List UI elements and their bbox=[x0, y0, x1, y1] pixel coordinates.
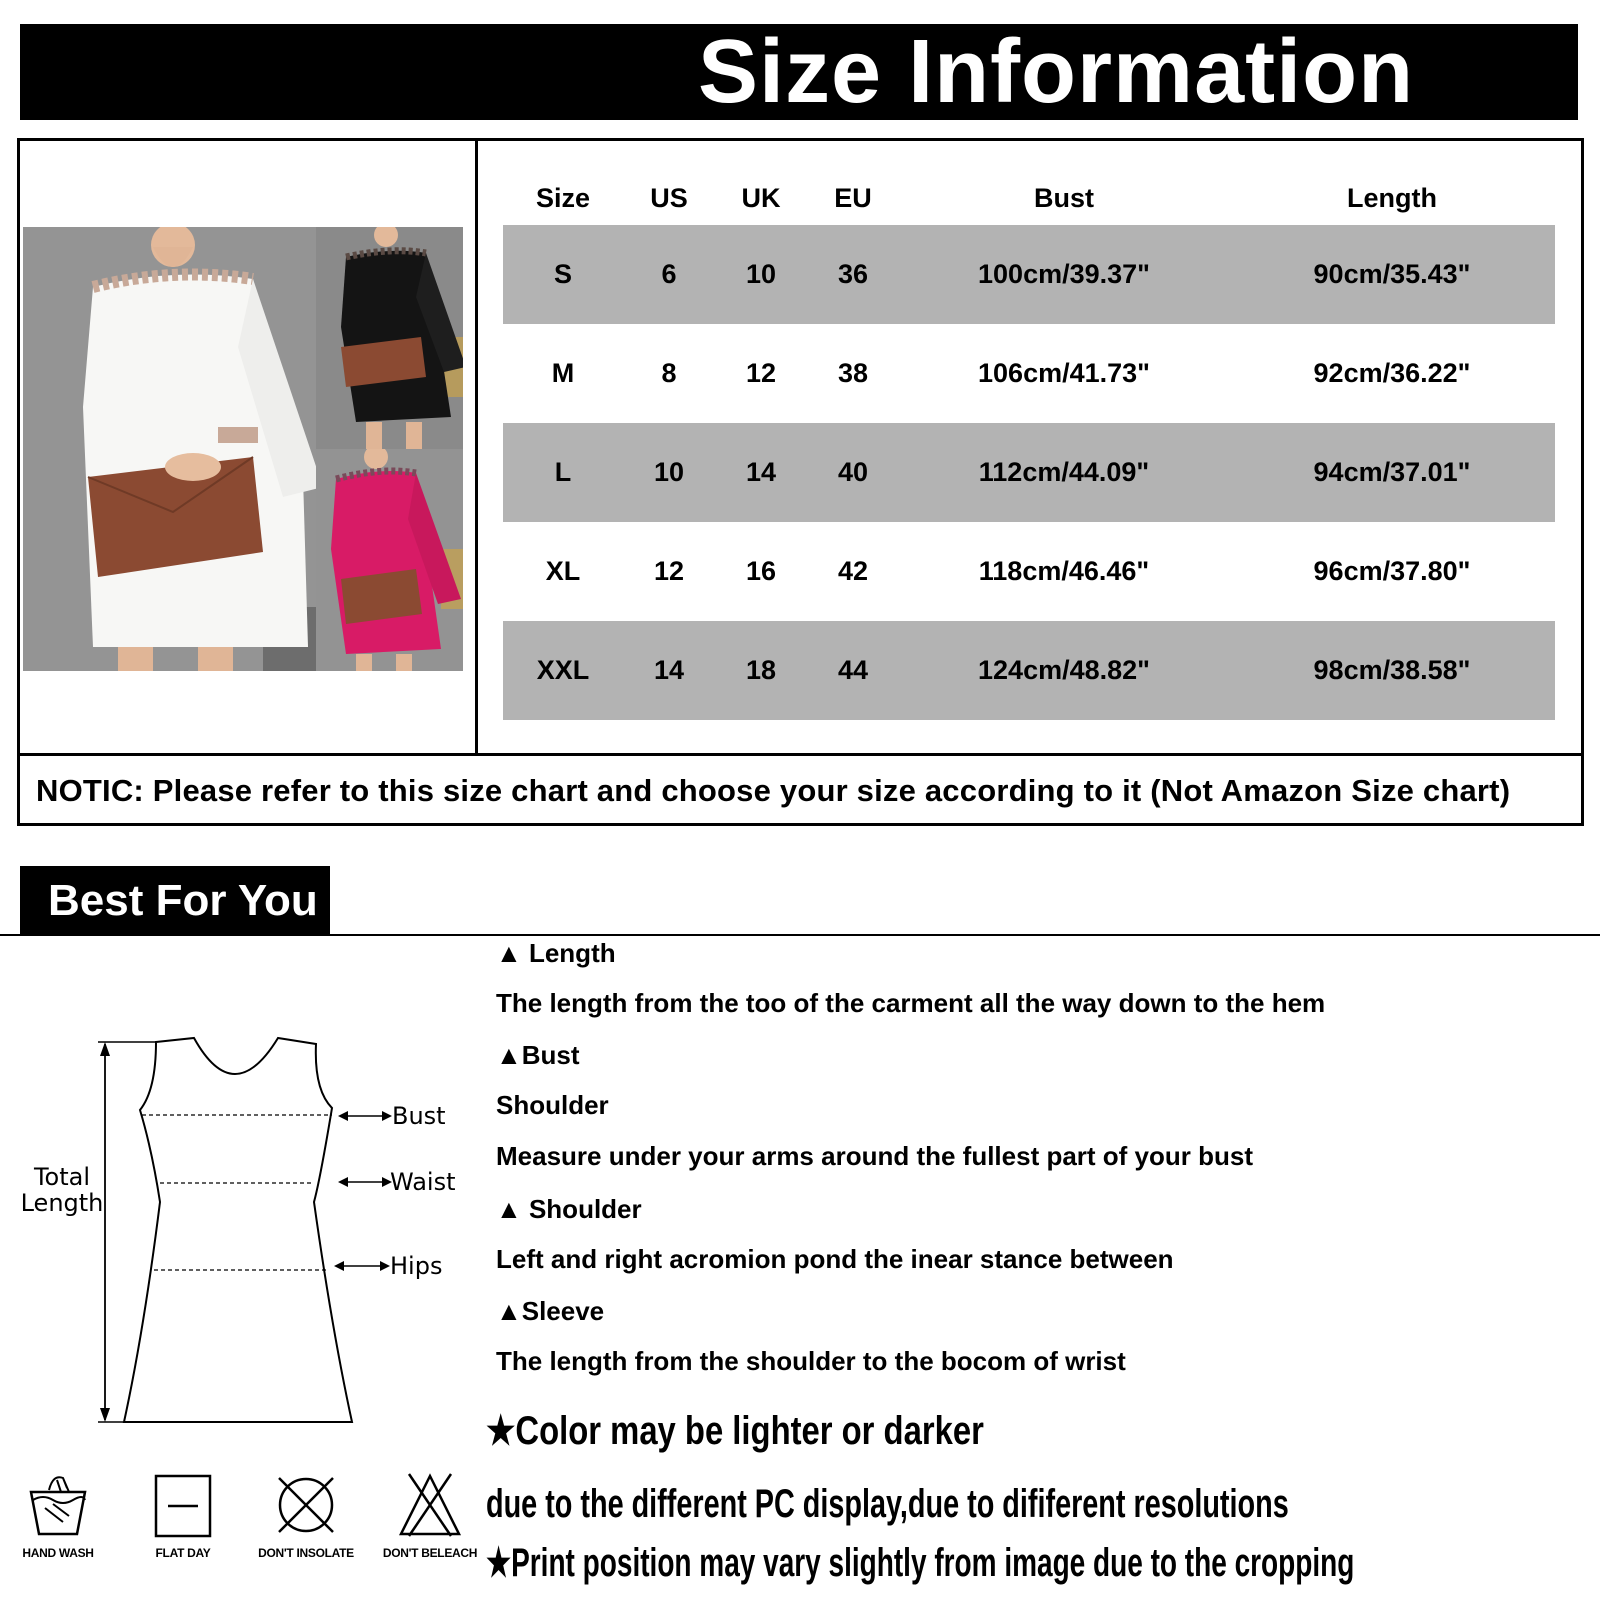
care-label: DON'T INSOLATE bbox=[258, 1546, 354, 1560]
cell-us: 6 bbox=[661, 259, 677, 289]
cell-bust: 112cm/44.09" bbox=[978, 457, 1150, 487]
cell-eu: 38 bbox=[837, 358, 869, 388]
care-dont-bleach bbox=[375, 1470, 485, 1560]
col-header-uk: UK bbox=[741, 182, 781, 213]
cell-us: 10 bbox=[653, 457, 685, 487]
total-length-label-line2: Length bbox=[20, 1189, 104, 1217]
cell-eu: 40 bbox=[837, 457, 869, 487]
col-header-length: Length bbox=[1347, 182, 1437, 213]
product-photo-black bbox=[316, 227, 463, 449]
vertical-divider bbox=[475, 141, 478, 753]
guide-heading-sleeve: ▲Sleeve bbox=[496, 1296, 605, 1326]
note-color: ★Color may be lighter or darker bbox=[486, 1409, 984, 1453]
guide-subheading-shoulder: Shoulder bbox=[496, 1090, 609, 1120]
table-row bbox=[503, 621, 1555, 720]
cell-length: 98cm/38.58" bbox=[1313, 655, 1471, 685]
best-for-you-heading: Best For You bbox=[20, 866, 330, 936]
care-hand-wash bbox=[3, 1470, 113, 1560]
product-photos bbox=[23, 227, 463, 671]
cell-eu: 36 bbox=[837, 259, 869, 289]
col-header-size: Size bbox=[535, 182, 591, 213]
table-header bbox=[503, 171, 1555, 225]
note-display: due to the different PC display,due to dififerent resolutions bbox=[486, 1482, 1289, 1526]
table-row bbox=[503, 225, 1555, 324]
guide-heading-bust: ▲Bust bbox=[496, 1040, 580, 1070]
col-header-us: US bbox=[650, 182, 688, 213]
cell-uk: 18 bbox=[745, 655, 777, 685]
cell-length: 96cm/37.80" bbox=[1313, 556, 1471, 586]
total-length-label-line1: Total bbox=[33, 1163, 91, 1191]
cell-eu: 42 bbox=[837, 556, 869, 586]
table-row bbox=[503, 324, 1555, 423]
cell-uk: 16 bbox=[745, 556, 777, 586]
note-print-position: ★Print position may vary slightly from image due to the cropping bbox=[486, 1541, 1355, 1585]
dont-insolate-icon bbox=[271, 1470, 341, 1540]
cell-us: 12 bbox=[653, 556, 685, 586]
cell-uk: 12 bbox=[745, 358, 777, 388]
cell-bust: 124cm/48.82" bbox=[978, 655, 1150, 685]
col-header-bust: Bust bbox=[1034, 182, 1094, 213]
flat-dry-icon bbox=[148, 1470, 218, 1540]
waist-label: Waist bbox=[390, 1168, 456, 1196]
table-row bbox=[503, 423, 1555, 522]
cell-us: 8 bbox=[661, 358, 677, 388]
cell-length: 92cm/36.22" bbox=[1313, 358, 1471, 388]
section-divider bbox=[0, 934, 1600, 936]
cell-uk: 14 bbox=[745, 457, 777, 487]
cell-us: 14 bbox=[653, 655, 685, 685]
page-title: Size Information bbox=[698, 22, 1415, 122]
guide-text-length: The length from the too of the carment all the way down to the hem bbox=[496, 988, 1326, 1018]
cell-size: L bbox=[554, 457, 572, 487]
care-label: FLAT DAY bbox=[155, 1546, 211, 1560]
cell-bust: 118cm/46.46" bbox=[978, 556, 1150, 586]
guide-text-sleeve: The length from the shoulder to the bocom of wrist bbox=[496, 1346, 1126, 1376]
guide-text-bust: Measure under your arms around the fullest part of your bust bbox=[496, 1141, 1254, 1171]
care-label: HAND WASH bbox=[22, 1546, 94, 1560]
cell-uk: 10 bbox=[745, 259, 777, 289]
cell-eu: 44 bbox=[837, 655, 869, 685]
title-bar bbox=[20, 24, 1578, 120]
cell-size: S bbox=[553, 259, 572, 289]
cell-size: M bbox=[551, 358, 575, 388]
horizontal-divider bbox=[20, 753, 1581, 756]
cell-size: XL bbox=[545, 556, 581, 586]
size-table bbox=[503, 171, 1555, 720]
care-label: DON'T BELEACH bbox=[382, 1546, 478, 1560]
product-photo-white bbox=[23, 227, 316, 671]
product-photo-pink bbox=[316, 449, 463, 671]
size-chart-box bbox=[17, 138, 1584, 826]
size-notice: NOTIC: Please refer to this size chart and choose your size according to it (Not Amazon Size chart) bbox=[36, 773, 1511, 808]
guide-text-shoulder: Left and right acromion pond the inear stance between bbox=[496, 1244, 1174, 1274]
cell-size: XXL bbox=[536, 655, 590, 685]
cell-bust: 106cm/41.73" bbox=[978, 358, 1150, 388]
care-dont-insolate bbox=[251, 1470, 361, 1560]
dont-bleach-icon bbox=[395, 1470, 465, 1540]
col-header-eu: EU bbox=[834, 182, 872, 213]
guide-heading-shoulder: ▲ Shoulder bbox=[496, 1194, 642, 1224]
dress-measurement-diagram bbox=[14, 1030, 474, 1430]
hips-label: Hips bbox=[390, 1252, 443, 1280]
bust-label: Bust bbox=[392, 1102, 446, 1130]
cell-length: 90cm/35.43" bbox=[1313, 259, 1471, 289]
care-flat-dry bbox=[128, 1470, 238, 1560]
guide-heading-length: ▲ Length bbox=[496, 938, 616, 968]
table-row bbox=[503, 522, 1555, 621]
hand-wash-icon bbox=[23, 1470, 93, 1540]
cell-length: 94cm/37.01" bbox=[1313, 457, 1471, 487]
cell-bust: 100cm/39.37" bbox=[978, 259, 1150, 289]
